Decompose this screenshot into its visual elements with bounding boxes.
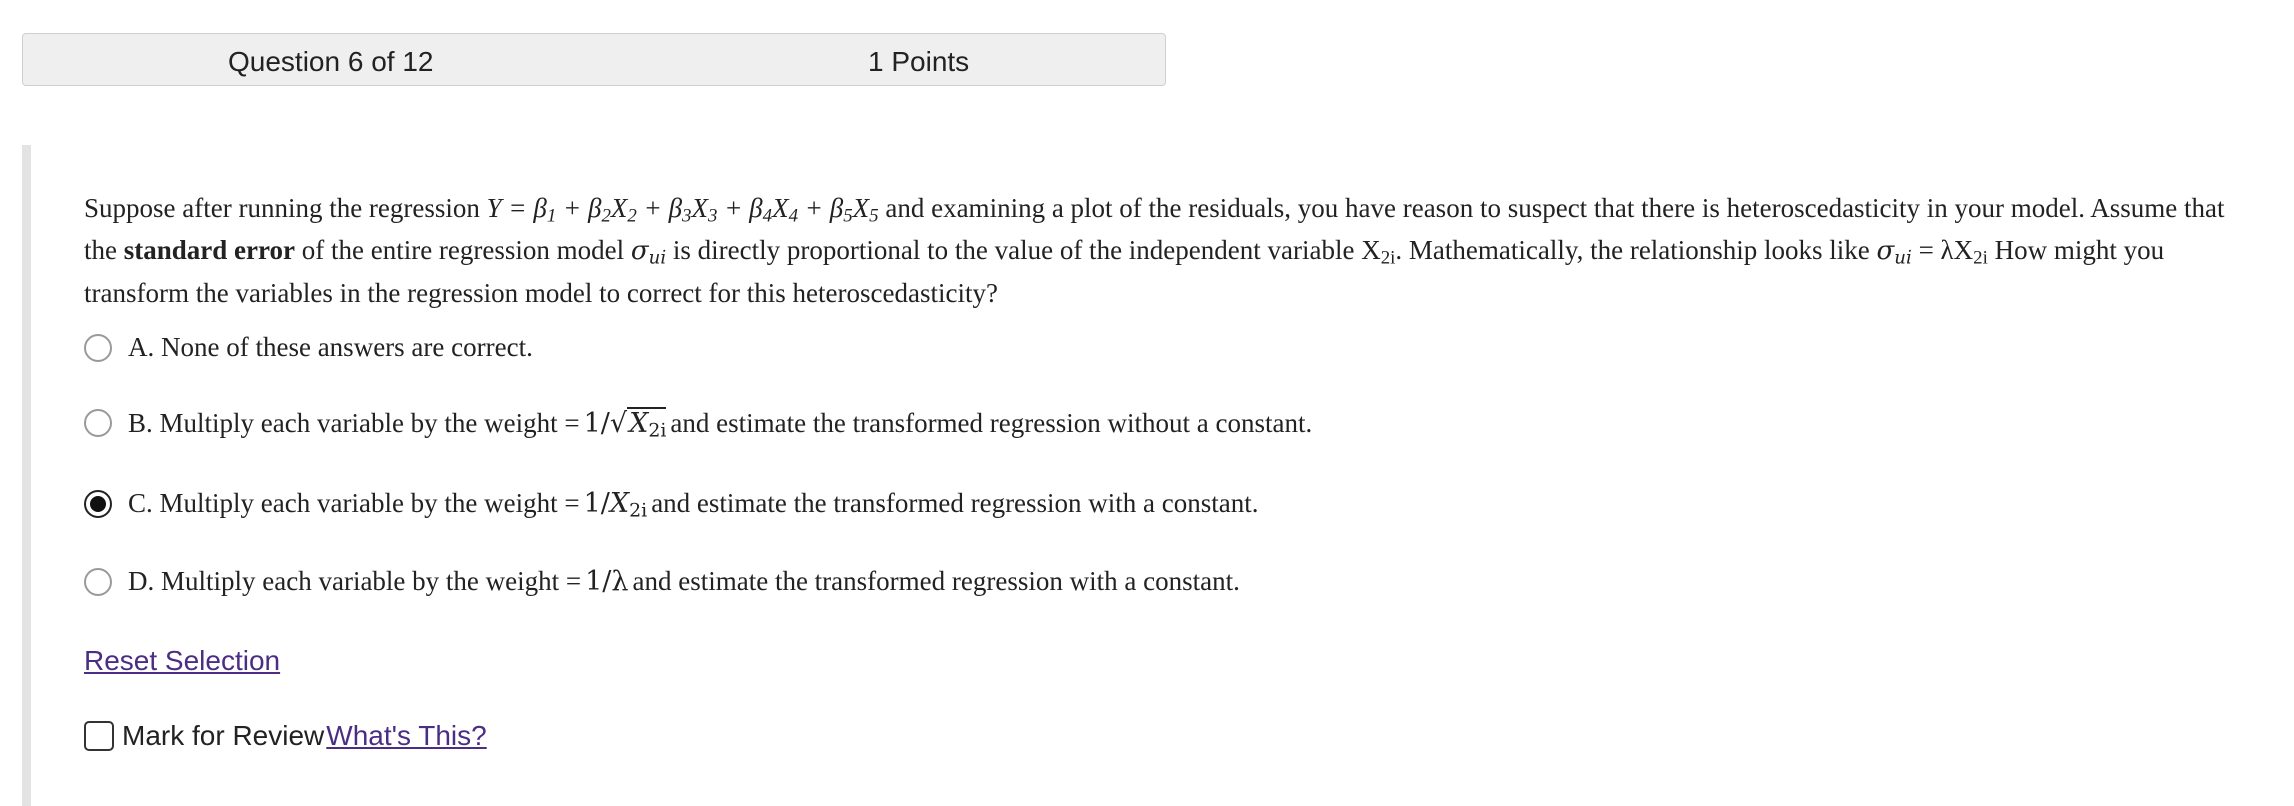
option-a-text: None of these answers are correct.	[161, 332, 533, 362]
option-b-weight: $1/√X_{2i}$	[583, 408, 667, 442]
whats-this-link[interactable]: What's This?	[326, 720, 487, 751]
stem-text-1: Suppose after running the regression	[84, 193, 480, 223]
option-b-text-before: Multiply each variable by the weight =	[159, 407, 580, 438]
option-d-weight: 1/λ	[585, 566, 629, 597]
option-d-prefix: D.	[128, 566, 155, 596]
sigma-ui-symbol-2: $\sigma_{ui}$	[1876, 236, 1912, 269]
stem-text-3: of the entire regression model	[301, 235, 625, 265]
mark-for-review-checkbox[interactable]	[84, 721, 114, 751]
answer-option-a[interactable]	[84, 332, 533, 363]
option-c-prefix: C.	[128, 488, 153, 518]
option-a-prefix: A.	[128, 332, 155, 362]
question-number-label: Question 6 of 12	[228, 46, 434, 77]
radio-option-a[interactable]	[84, 334, 112, 362]
stem-text-5: . Mathematically, the relationship looks like	[1395, 235, 1870, 265]
sigma-ui-symbol: $\sigma_{ui}$	[630, 236, 667, 269]
x-subscript: 2i	[1380, 247, 1396, 269]
option-d-text-after: and estimate the transformed regression with a constant.	[632, 566, 1240, 596]
stem-text-7: How might you transform the variables in the regression model to correct for this heteroscedasticity?	[84, 235, 2165, 308]
reset-selection-link[interactable]: Reset Selection	[84, 645, 281, 676]
question-header-bar	[22, 33, 1166, 86]
stem-bold-term: standard error	[123, 235, 295, 265]
regression-equation: $Y = \beta_1 + \beta_2X_2 + \beta_3X_3 + \beta_4X_4 + \beta_5X_5$	[486, 193, 879, 227]
points-label: 1 Points	[868, 46, 970, 77]
option-c-text-before: Multiply each variable by the weight =	[159, 488, 580, 518]
option-b-prefix: B.	[128, 407, 153, 438]
option-d-text-before: Multiply each variable by the weight =	[161, 566, 582, 596]
option-c-text-after: and estimate the transformed regression with a constant.	[651, 488, 1259, 518]
option-b-text-after: and estimate the transformed regression without a constant.	[670, 407, 1313, 438]
stem-text-6: = λX	[1918, 235, 1974, 265]
answer-option-b[interactable]	[84, 407, 1313, 442]
option-c-weight: $1/X_{2i}$	[583, 488, 648, 522]
question-content-panel	[22, 145, 2294, 806]
mark-for-review	[84, 720, 487, 752]
answer-option-d[interactable]	[84, 566, 1240, 597]
radio-option-d[interactable]	[84, 568, 112, 596]
stem-text-4: is directly proportional to the value of the independent variable X	[672, 235, 1381, 265]
question-stem	[84, 187, 2264, 314]
radio-option-b[interactable]	[84, 409, 112, 437]
mark-for-review-label[interactable]: Mark for Review	[122, 720, 325, 751]
x-subscript-2: 2i	[1973, 247, 1988, 269]
radio-option-c[interactable]	[84, 490, 112, 518]
stem-text-2: and examining a plot of the residuals, you have reason to suspect that there is heteroscedasticity in your model. Assume that the	[84, 193, 2225, 265]
answer-option-c[interactable]	[84, 488, 1259, 522]
